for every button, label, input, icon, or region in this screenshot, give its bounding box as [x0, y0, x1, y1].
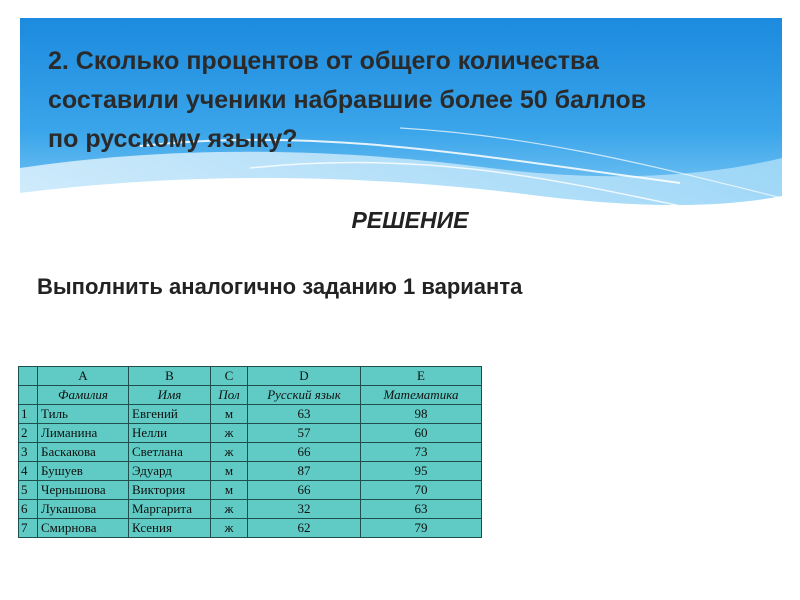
- row-number: 6: [19, 500, 38, 519]
- table-cell: 70: [361, 481, 482, 500]
- table-cell: Виктория: [129, 481, 211, 500]
- table-row: [19, 424, 482, 443]
- table-cell: Лиманина: [38, 424, 129, 443]
- table-cell: 63: [361, 500, 482, 519]
- table-cell: Лукашова: [38, 500, 129, 519]
- column-letter: D: [248, 367, 361, 386]
- table-cell: Эдуард: [129, 462, 211, 481]
- solution-heading: РЕШЕНИЕ: [351, 207, 469, 233]
- table-body: [19, 405, 482, 538]
- table-cell: Нелли: [129, 424, 211, 443]
- title-line: по русскому языку?: [48, 125, 298, 153]
- table-cell: 95: [361, 462, 482, 481]
- column-letter: E: [361, 367, 482, 386]
- table-row: [19, 481, 482, 500]
- table-cell: 87: [248, 462, 361, 481]
- table-cell: Светлана: [129, 443, 211, 462]
- table-cell: ж: [211, 424, 248, 443]
- table-cell: м: [211, 462, 248, 481]
- empty-header-cell: [19, 386, 38, 405]
- table-cell: Чернышова: [38, 481, 129, 500]
- table-cell: 62: [248, 519, 361, 538]
- table-cell: Бушуев: [38, 462, 129, 481]
- table-cell: м: [211, 405, 248, 424]
- column-letter: C: [211, 367, 248, 386]
- row-number: 4: [19, 462, 38, 481]
- table-cell: ж: [211, 519, 248, 538]
- column-letter: A: [38, 367, 129, 386]
- table-row: [19, 462, 482, 481]
- table-cell: 66: [248, 443, 361, 462]
- table-row: [19, 500, 482, 519]
- row-number: 2: [19, 424, 38, 443]
- table-cell: 32: [248, 500, 361, 519]
- table-cell: Баскакова: [38, 443, 129, 462]
- header-cell: Имя: [129, 386, 211, 405]
- title-line: составили ученики набравшие более 50 баллов: [48, 86, 647, 114]
- table-row: [19, 405, 482, 424]
- header-cell: Русский язык: [248, 386, 361, 405]
- column-letter-row: [19, 367, 482, 386]
- table-cell: м: [211, 481, 248, 500]
- row-number: 3: [19, 443, 38, 462]
- header-cell: Фамилия: [38, 386, 129, 405]
- instruction-text: Выполнить аналогично заданию 1 варианта: [37, 274, 523, 299]
- table-cell: Смирнова: [38, 519, 129, 538]
- table-cell: Тиль: [38, 405, 129, 424]
- row-number: 1: [19, 405, 38, 424]
- table-cell: 63: [248, 405, 361, 424]
- column-letter: B: [129, 367, 211, 386]
- spreadsheet-table: [18, 366, 482, 538]
- table-cell: 66: [248, 481, 361, 500]
- table-cell: Маргарита: [129, 500, 211, 519]
- table-cell: ж: [211, 500, 248, 519]
- table-row: [19, 519, 482, 538]
- slide: [20, 18, 782, 600]
- corner-cell: [19, 367, 38, 386]
- row-number: 7: [19, 519, 38, 538]
- header-cell: Математика: [361, 386, 482, 405]
- header-cell: Пол: [211, 386, 248, 405]
- table-cell: 57: [248, 424, 361, 443]
- table-cell: 73: [361, 443, 482, 462]
- table-cell: 98: [361, 405, 482, 424]
- table-cell: ж: [211, 443, 248, 462]
- header-row: [19, 386, 482, 405]
- table-row: [19, 443, 482, 462]
- table-cell: Евгений: [129, 405, 211, 424]
- table-cell: Ксения: [129, 519, 211, 538]
- title-line: 2. Сколько процентов от общего количества: [48, 47, 599, 75]
- table-cell: 60: [361, 424, 482, 443]
- row-number: 5: [19, 481, 38, 500]
- question-title: [48, 42, 748, 159]
- table-cell: 79: [361, 519, 482, 538]
